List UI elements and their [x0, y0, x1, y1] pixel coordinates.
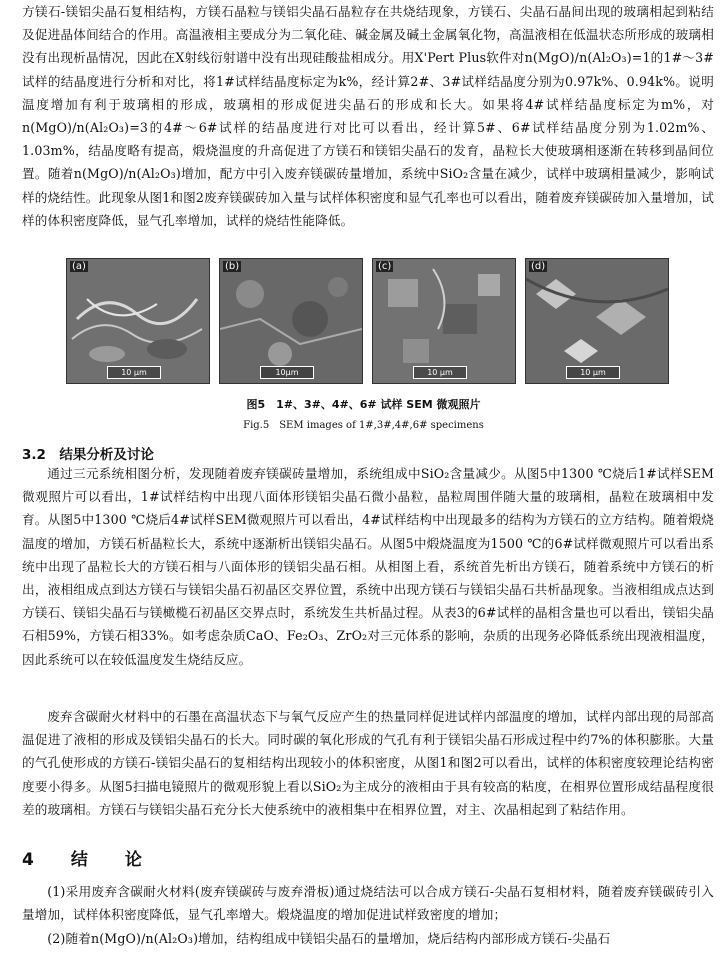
sem-image-d — [525, 258, 669, 384]
conclusion-item-1: (1)采用废弃含碳耐火材料(废弃镁碳砖与废弃滑板)通过烧结法可以合成方镁石-尖晶石复相材料，随着废弃镁碳砖引入量增加，试样体积密度降低，显气孔率增大。煅烧温度的增加促进试样致密度的增加； — [22, 884, 714, 923]
conclusion-item-2: (2)随着n(MgO)/n(Al₂O₃)增加，结构组成中镁铝尖晶石的量增加，烧后结构内部形成方镁石-尖晶石 — [47, 931, 611, 946]
sem-texture-a — [67, 259, 209, 383]
sem-texture-c — [373, 259, 515, 383]
paragraph-3-2-1: 通过三元系统相图分析，发现随着废弃镁碳砖量增加，系统组成中SiO₂含量减少。从图5中1300 ℃烧后1#试样SEM微观照片可以看出，1#试样结构中出现八面体形镁铝尖晶石微小晶粒，晶粒周围伴随大量的玻璃相，晶粒在玻璃相中发育。从图5中1300 ℃烧后4#试样SEM微观照片可以看出，4#试样结构中出现最多的结构为方镁石的立方结构。随着煅烧温度的增加，方镁石析晶粒长大，系统中逐渐析出镁铝尖晶石。从图5中煅烧温度为1500 ℃的6#试样微观照片可以看出系统中出现了晶粒长大的方镁石相与八面体形的镁铝尖晶石相。从相图上看，系统首先析出方镁石，随着系统中方镁石的析出，液相组成点到达方镁石与镁铝尖晶石初晶区交界位置，系统中出现方镁石与镁铝尖晶石共析晶现象。当液相组成点达到方镁石、镁铝尖晶石与镁橄榄石初晶区交界点时，系统发生共析晶过程。从表3的6#试样的晶相含量也可以看出，镁铝尖晶石相59%，方镁石相33%。如考虑杂质CaO、Fe₂O₃、ZrO₂对三元体系的影响，杂质的出现务必降低系统出现液相温度，因此系统可以在较低温度发生烧结反应。 — [22, 466, 714, 667]
figure-caption-en: Fig.5 SEM images of 1#,3#,4#,6# specimens — [243, 420, 484, 431]
panel-label-a: (a) — [72, 261, 86, 272]
panel-label-d: (d) — [531, 261, 546, 272]
panel-label-c: (c) — [378, 261, 392, 272]
sem-image-a — [66, 258, 210, 384]
sem-texture-b — [220, 259, 362, 383]
paragraph-top: 方镁石-镁铝尖晶石复相结构，方镁石晶粒与镁铝尖晶石晶粒存在共烧结现象，方镁石、尖晶石晶间出现的玻璃相起到粘结及促进晶体间结合的作用。高温液相主要成分为二氧化硅、碱金属及碱土金属氧化物，高温液相在低温状态所形成的玻璃相没有出现析晶情况，因此在X射线衍射谱中没有出现硅酸盐相成分。用X'Pert Plus软件对n(MgO)/n(Al₂O₃)=1的1#～3#试样的结晶度进行分析和对比，将1#试样结晶度标定为k%，经计算2#、3#试样结晶度分别为0.97k%、0.94k%。说明温度增加有利于玻璃相的形成，玻璃相的形成促进尖晶石的形成和长大。如果将4#试样结晶度标定为m%，对n(MgO)/n(Al₂O₃)=3的4#～6#试样的结晶度进行对比可以看出，经计算5#、6#试样结晶度分别为1.02m%、1.03m%，结晶度略有提高，煅烧温度的升高促进了方镁石和镁铝尖晶石的发育，晶粒长大使玻璃相逐渐在转移到晶间位置。随着n(MgO)/n(Al₂O₃)增加，配方中引入废弃镁碳砖量增加，系统中SiO₂含量在减少，试样中玻璃相量减少，影响试样的烧结性。此现象从图1和图2废弃镁碳砖加入量与试样体积密度和显气孔率也可以看出，随着废弃镁碳砖加入量增加，试样的体积密度降低，显气孔率增加，试样的烧结性能降低。 — [22, 4, 714, 228]
sem-texture-d — [526, 259, 668, 383]
scale-bar-c: 10 μm — [413, 366, 467, 379]
scale-bar-b: 10μm — [260, 366, 314, 379]
scale-bar-a: 10 μm — [107, 366, 161, 379]
paragraph-3-2-2: 废弃含碳耐火材料中的石墨在高温状态下与氧气反应产生的热量同样促进试样内部温度的增加，试样内部出现的局部高温促进了液相的形成及镁铝尖晶石的长大。同时碳的氧化形成的气孔有利于镁铝尖晶石形成过程中约7%的体积膨胀。大量的气孔使形成的方镁石-镁铝尖晶石的复相结构出现较小的体积密度，从图1和图2可以看出，试样的体积密度较理论结构密度要小得多。从图5扫描电镜照片的微观形貌上看以SiO₂为主成分的液相由于具有较高的粘度，在相界位置形成结晶程度很差的玻璃相。方镁石与镁铝尖晶石充分长大使系统中的液相集中在相界位置，对主、次晶相起到了粘结作用。 — [22, 709, 714, 817]
sem-image-b — [219, 258, 363, 384]
figure-caption-cn: 图5 1#、3#、4#、6# 试样 SEM 微观照片 — [246, 398, 481, 411]
section-heading-4: 4 结 论 — [22, 850, 152, 870]
scale-bar-d: 10 μm — [566, 366, 620, 379]
sem-image-c — [372, 258, 516, 384]
figure-sem-images — [66, 258, 666, 386]
panel-label-b: (b) — [225, 261, 240, 272]
section-heading-3-2: 3.2 结果分析及讨论 — [22, 447, 154, 463]
